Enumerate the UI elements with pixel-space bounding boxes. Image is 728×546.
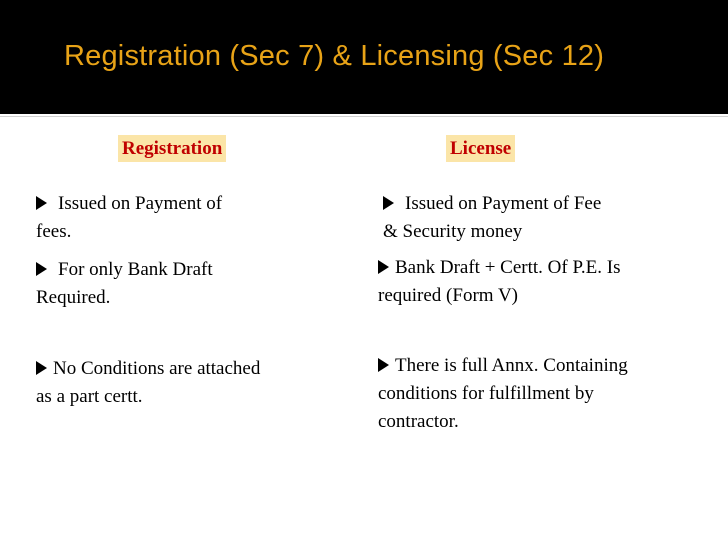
- arrow-bullet-icon: [378, 260, 389, 274]
- row-3-right-line-1: [378, 352, 628, 380]
- title-divider: [0, 116, 728, 117]
- row-2-right-text-1: Bank Draft + Certt. Of P.E. Is: [395, 257, 621, 278]
- row-2-right-line-1: [378, 254, 621, 282]
- arrow-bullet-icon: [36, 262, 47, 276]
- row-1-left-text-1: Issued on Payment of: [58, 193, 223, 214]
- slide-title: Registration (Sec 7) & Licensing (Sec 12): [64, 40, 605, 72]
- row-1-right-line-1: [383, 190, 601, 218]
- row-2-left-line-2: Required.: [36, 287, 111, 308]
- row-1-right-line-2: & Security money: [383, 221, 523, 242]
- row-2-left-cell: [36, 256, 213, 312]
- row-3-right-cell: [378, 352, 628, 436]
- row-3-left-line-2: as a part certt.: [36, 386, 143, 407]
- column-header-license: License: [446, 135, 515, 162]
- row-2-right-cell: [378, 254, 621, 310]
- row-2-left-line-1: [36, 256, 213, 284]
- arrow-bullet-icon: [36, 361, 47, 375]
- arrow-bullet-icon: [383, 196, 394, 210]
- row-3-left-cell: [36, 355, 260, 411]
- row-1-left-line-1: [36, 190, 222, 218]
- column-header-registration: Registration: [118, 135, 226, 162]
- row-3-right-line-3: contractor.: [378, 411, 459, 432]
- row-1-right-text-1: Issued on Payment of Fee: [405, 193, 602, 214]
- row-2-right-line-2: required (Form V): [378, 285, 519, 306]
- row-1-right-cell: [383, 190, 601, 246]
- row-3-left-text-1: No Conditions are attached: [53, 358, 261, 379]
- row-1-left-cell: [36, 190, 222, 246]
- row-3-left-line-1: [36, 355, 260, 383]
- row-2-left-text-1: For only Bank Draft: [58, 259, 213, 280]
- arrow-bullet-icon: [36, 196, 47, 210]
- row-3-right-line-2: conditions for fulfillment by: [378, 383, 594, 404]
- arrow-bullet-icon: [378, 358, 389, 372]
- row-1-left-line-2: fees.: [36, 221, 72, 242]
- row-3-right-text-1: There is full Annx. Containing: [395, 355, 628, 376]
